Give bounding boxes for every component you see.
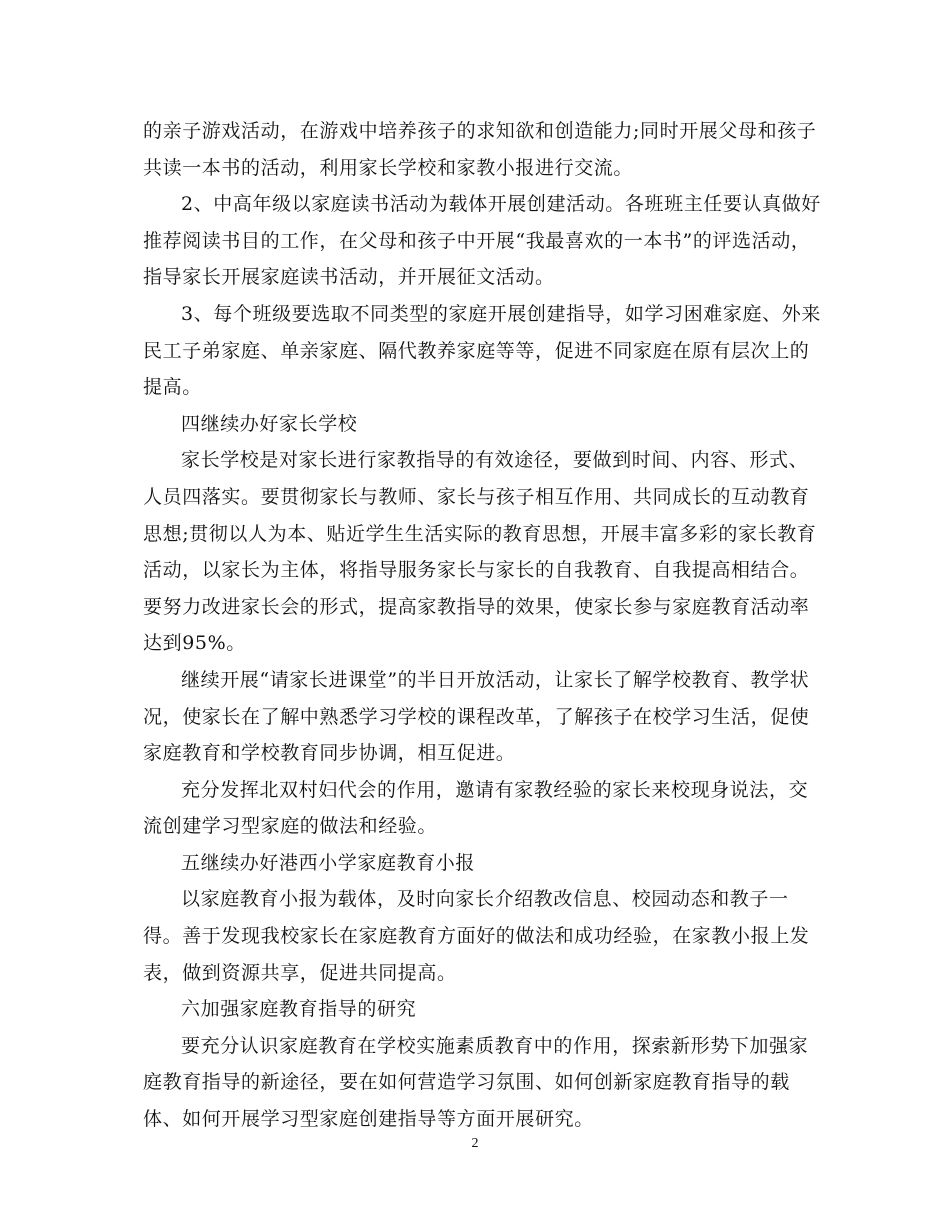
paragraph-item-2: 2、中高年级以家庭读书活动为载体开展创建活动。各班班主任要认真做好推荐阅读书目的工作，在父母和孩子中开展“我最喜欢的一本书”的评选活动，指导家长开展家庭读书活动，并开展征文活动。: [143, 193, 821, 289]
paragraph-research: 要充分认识家庭教育在学校实施素质教育中的作用，探索新形势下加强家庭教育指导的新途径，要在如何营造学习氛围、如何创新家庭教育指导的载体、如何开展学习型家庭创建指导等方面开展研究。: [143, 1034, 809, 1131]
document-body: [143, 113, 823, 1138]
section-heading-4: 四继续办好家长学校: [181, 412, 358, 435]
section-heading-6: 六加强家庭教育指导的研究: [181, 998, 417, 1021]
paragraph-parent-school: 家长学校是对家长进行家教指导的有效途径，要做到时间、内容、形式、人员四落实。要贯彻家长与教师、家长与孩子相互作用、共同成长的互动教育思想;贯彻以人为本、贴近学生生活实际的教育思想，开展丰富多彩的家长教育活动，以家长为主体，将指导服务家长与家长的自我教育、自我提高相结合。要努力改进家长会的形式，提高家教指导的效果，使家长参与家庭教育活动率达到95%。: [143, 449, 817, 655]
section-heading-5: 五继续办好港西小学家庭教育小报: [181, 851, 476, 874]
paragraph-open-day: 继续开展“请家长进课堂”的半日开放活动，让家长了解学校教育、教学状况，使家长在了解中熟悉学习学校的课程改革，了解孩子在校学习生活，促使家庭教育和学校教育同步协调，相互促进。: [143, 668, 810, 765]
paragraph-newsletter: 以家庭教育小报为载体，及时向家长介绍教改信息、校园动态和教子一得。善于发现我校家长在家庭教育方面好的做法和成功经验，在家教小报上发表，做到资源共享，促进共同提高。: [143, 888, 810, 984]
paragraph-item-3: 3、每个班级要选取不同类型的家庭开展创建指导，如学习困难家庭、外来民工子弟家庭、单亲家庭、隔代教养家庭等等，促进不同家庭在原有层次上的提高。: [143, 302, 821, 399]
paragraph-womens-federation: 充分发挥北双村妇代会的作用，邀请有家教经验的家长来校现身说法，交流创建学习型家庭的做法和经验。: [143, 778, 809, 838]
page-number: 2: [471, 1136, 479, 1151]
paragraph-continuation: 的亲子游戏活动，在游戏中培养孩子的求知欲和创造能力;同时开展父母和孩子共读一本书的活动，利用家长学校和家教小报进行交流。: [143, 120, 817, 179]
